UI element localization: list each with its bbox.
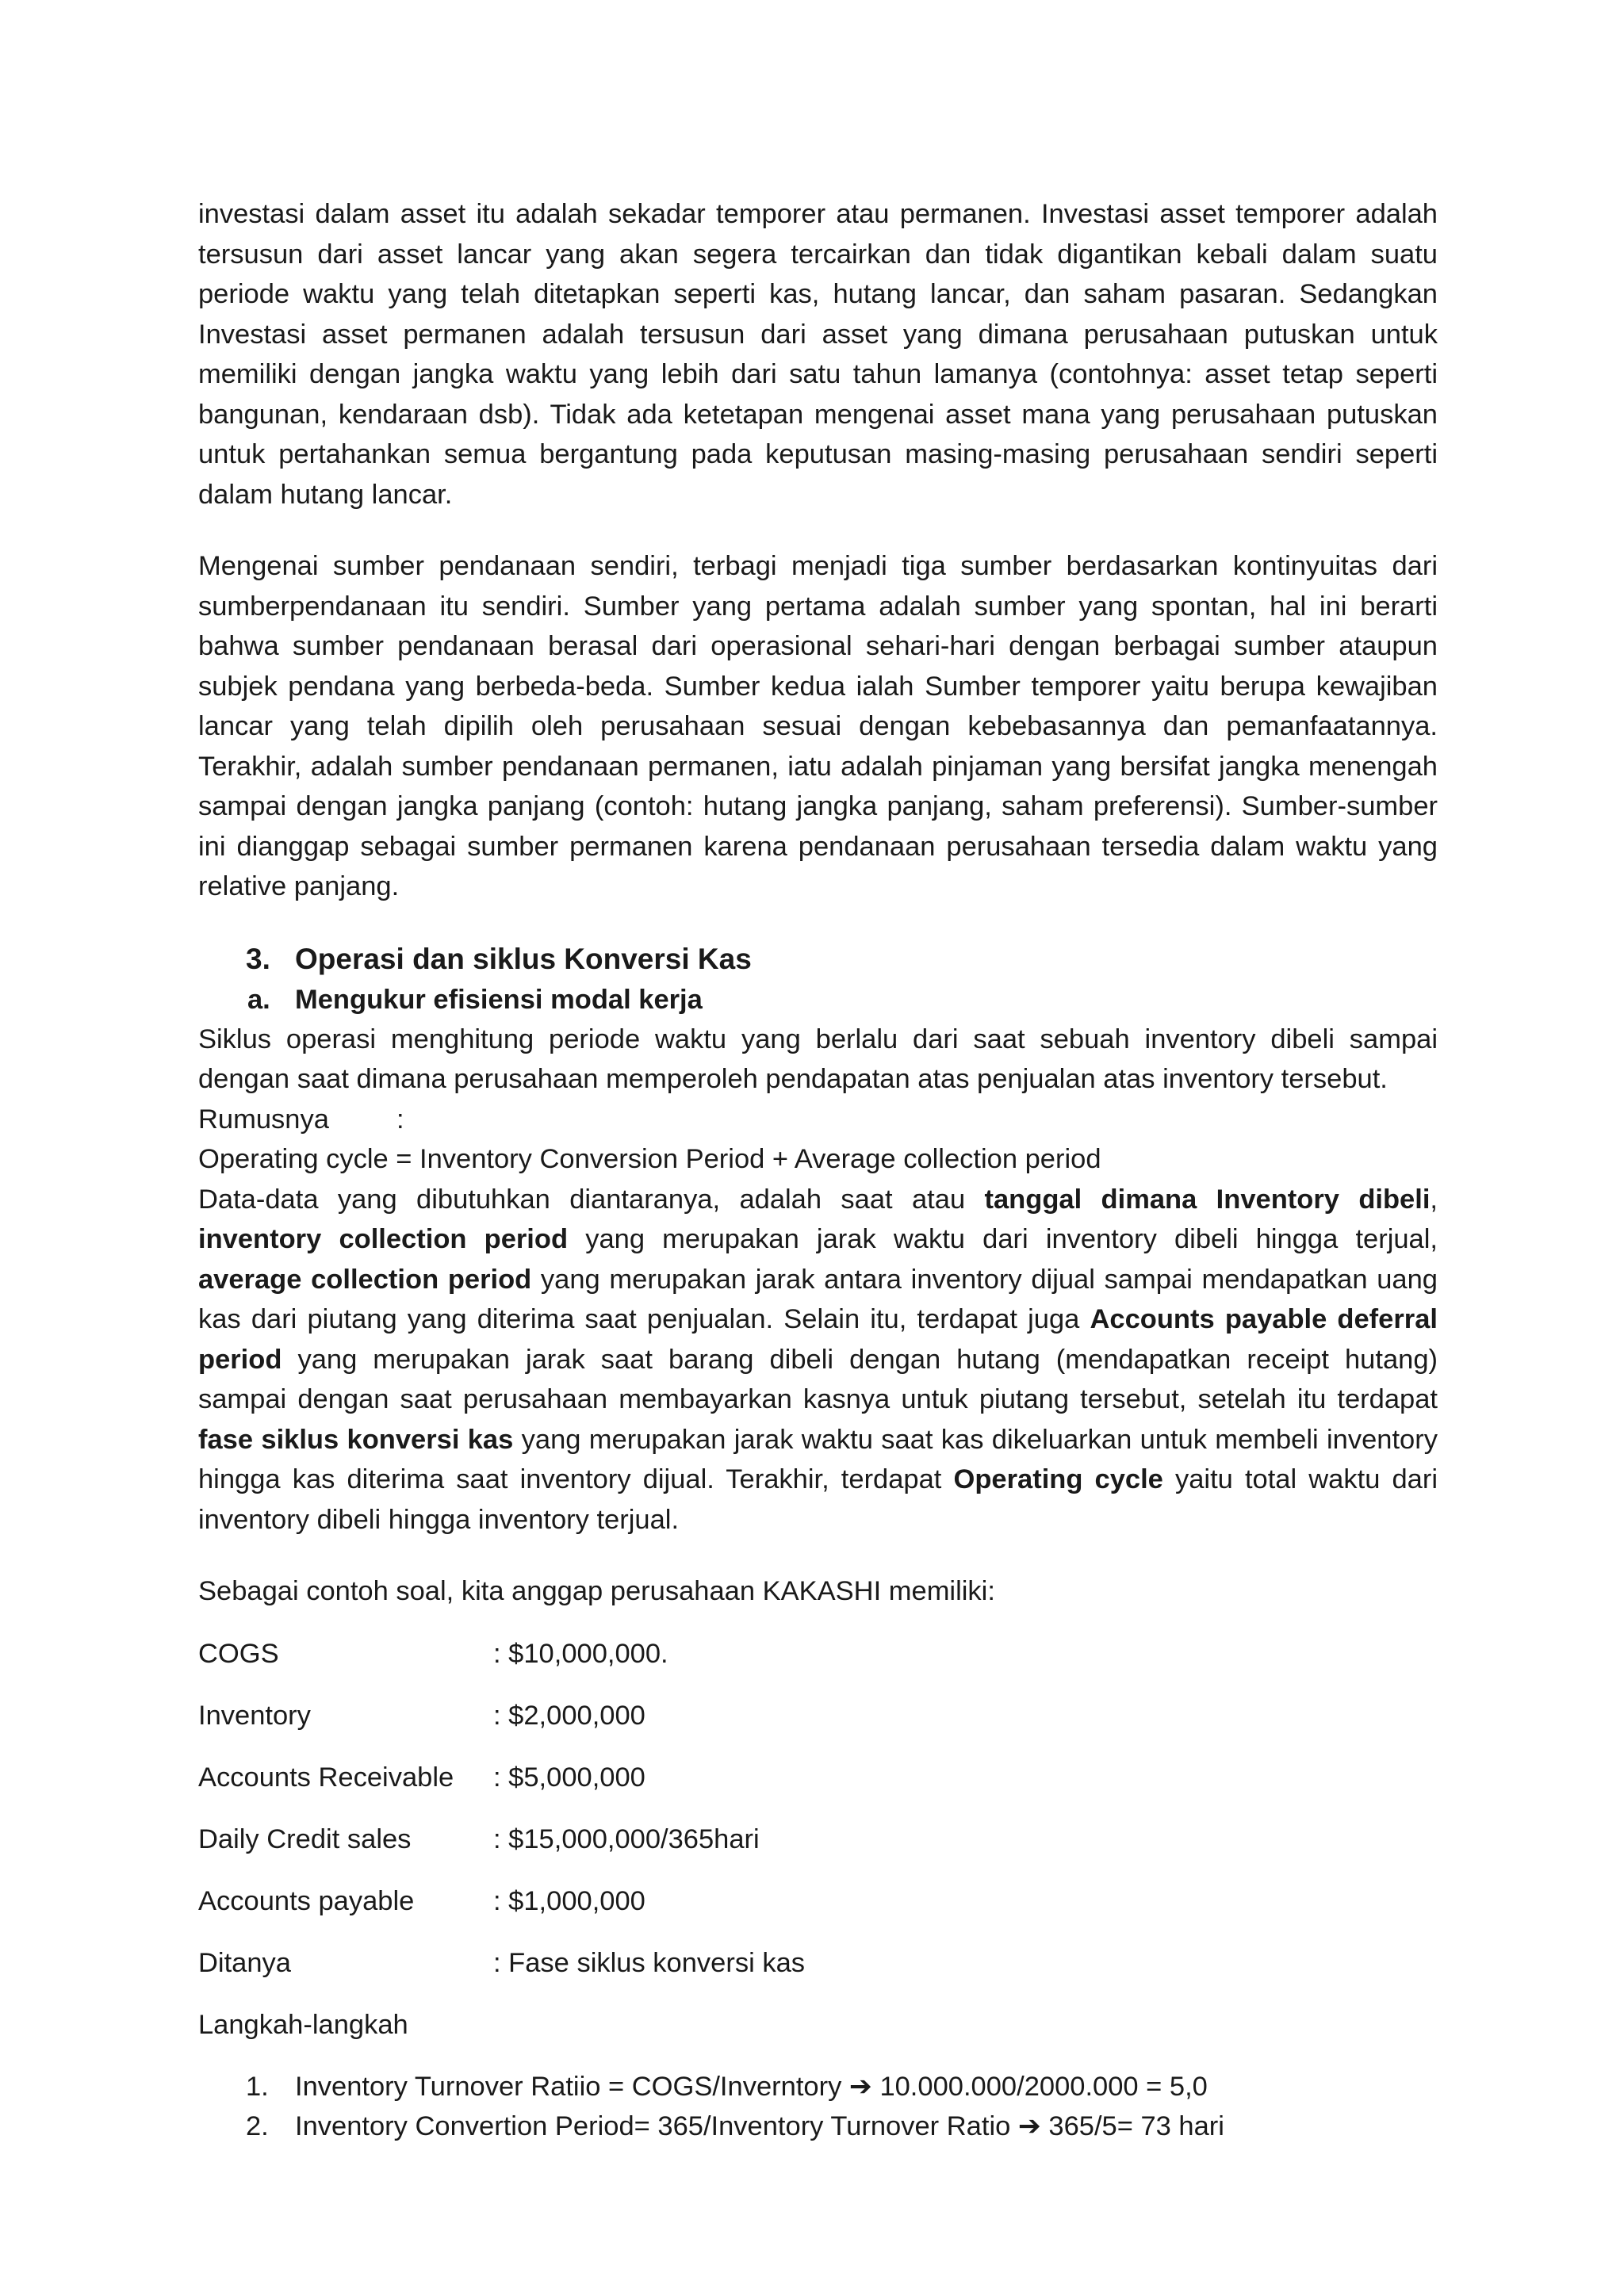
bold-term: tanggal dimana Inventory dibeli (984, 1184, 1431, 1215)
text-run: yang merupakan jarak waktu saat kas dikeluarkan untuk membeli inventory hingga kas diterima saat inventory dijual. Terakhir, terdapat (198, 1424, 1438, 1494)
rumusnya-separator: : (396, 1104, 404, 1135)
value-amount: : $10,000,000. (493, 1638, 668, 1669)
section-title: Operasi dan siklus Konversi Kas (295, 942, 752, 975)
bold-term: fase siklus konversi kas (198, 1424, 514, 1455)
arrow-right-icon: ➔ (1017, 2111, 1041, 2141)
value-amount: : $15,000,000/365hari (493, 1823, 760, 1854)
paragraph-sumber-pendanaan: Mengenai sumber pendanaan sendiri, terbagi menjadi tiga sumber berdasarkan kontinyuitas dari sumberpendanaan itu sendiri. Sumber yang pertama adalah sumber yang spontan, hal ini berarti bahwa sumber pendanaan berasal dari operasional sehari-hari dengan berbagai sumber ataupun subjek pendana yang berbeda-beda. Sumber kedua ialah Sumber temporer yaitu berupa kewajiban lancar yang telah dipilih oleh perusahaan sesuai dengan kebebasannya dan pemanfaatannya. Terakhir, adalah sumber pendanaan permanen, iatu adalah pinjaman yang bersifat jangka menengah sampai dengan jangka panjang (contoh: hutang jangka panjang, saham preferensi). Sumber-sumber ini dianggap sebagai sumber permanen karena pendanaan perusahaan tersedia dalam waktu yang relative panjang. (198, 551, 1438, 901)
text-run: , (1430, 1184, 1438, 1215)
step-item (198, 2107, 1438, 2146)
text-run: yang merupakan jarak antara inventory dijual sampai mendapatkan uang kas dari piutang yang diterima saat penjualan. Selain itu, terdapat juga (198, 1264, 1438, 1334)
bold-term: Accounts payable deferral period (198, 1304, 1438, 1375)
steps-title: Langkah-langkah (198, 2009, 408, 2040)
paragraph-data-dibutuhkan (198, 1180, 1438, 1540)
section-heading-3 (198, 939, 1438, 980)
value-label: Accounts payable (198, 1885, 415, 1916)
step-result: 10.000.000/2000.000 = 5,0 (879, 2072, 1208, 2102)
value-amount: : $5,000,000 (493, 1762, 645, 1793)
step-number: 2. (246, 2111, 269, 2141)
step-formula: Inventory Convertion Period= 365/Inventory Turnover Ratio (295, 2111, 1011, 2141)
steps-list (198, 2067, 1438, 2146)
text-run: Data-data yang dibutuhkan diantaranya, adalah saat atau (198, 1184, 985, 1215)
example-value-row (198, 1943, 1438, 1983)
example-value-row (198, 1820, 1438, 1859)
value-label: Daily Credit sales (198, 1823, 412, 1854)
value-amount: : $1,000,000 (493, 1885, 645, 1916)
example-values-list (198, 1634, 1438, 1983)
step-number: 1. (246, 2072, 269, 2102)
subsection-letter: a. (247, 984, 270, 1015)
arrow-right-icon: ➔ (848, 2072, 872, 2102)
example-value-row (198, 1881, 1438, 1921)
rumusnya-line (198, 1100, 1438, 1140)
step-body (295, 2067, 1208, 2107)
value-label: Accounts Receivable (198, 1762, 454, 1793)
step-result: 365/5= 73 hari (1048, 2111, 1224, 2141)
rumusnya-label: Rumusnya (198, 1104, 329, 1135)
bold-term: inventory collection period (198, 1224, 569, 1254)
subsection-heading-a (198, 980, 1438, 1020)
example-value-row (198, 1758, 1438, 1797)
text-run: yaitu total waktu dari inventory dibeli hingga inventory terjual. (198, 1464, 1438, 1535)
value-amount: : $2,000,000 (493, 1700, 645, 1731)
example-value-row (198, 1634, 1438, 1674)
subsection-title: Mengukur efisiensi modal kerja (295, 984, 703, 1015)
section-number: 3. (246, 942, 270, 975)
step-formula: Inventory Turnover Ratiio = COGS/Inverntory (295, 2072, 842, 2102)
formula-operating-cycle: Operating cycle = Inventory Conversion Period + Average collection period (198, 1144, 1101, 1174)
bold-term: Operating cycle (953, 1464, 1163, 1494)
paragraph-siklus-operasi: Siklus operasi menghitung periode waktu yang berlalu dari saat sebuah inventory dibeli sampai dengan saat dimana perusahaan memperoleh pendapatan atas penjualan atas inventory tersebut. (198, 1024, 1438, 1094)
value-label: COGS (198, 1638, 279, 1669)
example-intro: Sebagai contoh soal, kita anggap perusahaan KAKASHI memiliki: (198, 1576, 995, 1606)
value-label: Ditanya (198, 1947, 291, 1978)
text-run: yang merupakan jarak waktu dari inventory dibeli hingga terjual, (568, 1224, 1438, 1254)
step-body (295, 2107, 1224, 2146)
paragraph-investasi: investasi dalam asset itu adalah sekadar temporer atau permanen. Investasi asset temporer adalah tersusun dari asset lancar yang akan segera tercairkan dan tidak digantikan kebali dalam suatu periode waktu yang telah ditetapkan seperti kas, hutang lancar, dan saham pasaran. Sedangkan Investasi asset permanen adalah tersusun dari asset yang dimana perusahaan putuskan untuk memiliki dengan jangka waktu yang lebih dari satu tahun lamanya (contohnya: asset tetap seperti bangunan, kendaraan dsb). Tidak ada ketetapan mengenai asset mana yang perusahaan putuskan untuk pertahankan semua bergantung pada keputusan masing-masing perusahaan sendiri seperti dalam hutang lancar. (198, 199, 1438, 510)
value-label: Inventory (198, 1700, 311, 1731)
example-value-row (198, 1696, 1438, 1735)
bold-term: average collection period (198, 1264, 532, 1295)
step-item (198, 2067, 1438, 2107)
value-amount: : Fase siklus konversi kas (493, 1947, 806, 1978)
text-run: yang merupakan jarak saat barang dibeli dengan hutang (mendapatkan receipt hutang) sampai dengan saat perusahaan membayarkan kasnya untuk piutang tersebut, setelah itu terdapat (198, 1344, 1438, 1414)
